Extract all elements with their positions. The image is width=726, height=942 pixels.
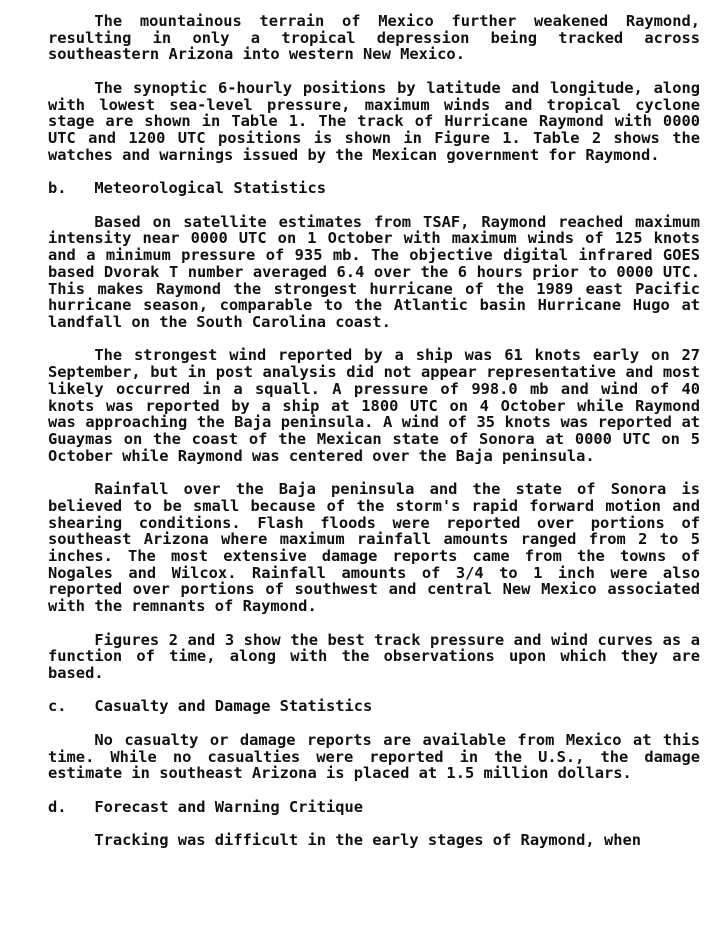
section-letter: c.	[48, 697, 67, 716]
paragraph-rainfall: Rainfall over the Baja peninsula and the state of Sonora is believed to be small because of the storm's rapid forward motion and shearing conditions. Flash floods were reported over portions of southeast Arizona where maximum rainfall amounts ranged from 2 to 5 inches. The most extensive damage reports came from the towns of Nogales and Wilcox. Rainfall amounts of 3/4 to 1 inch were also reported over portions of southwest and central New Mexico associated with the remnants of Raymond.	[48, 480, 700, 616]
document-page	[48, 13, 700, 849]
paragraph-synoptic-positions: The synoptic 6-hourly positions by latitude and longitude, along with lowest sea-level pressure, maximum winds and tropical cyclone stage are shown in Table 1. The track of Hurricane Raymond with 0000 UTC and 1200 UTC positions is shown in Figure 1. Table 2 shows the watches and warnings issued by the Mexican government for Raymond.	[48, 78, 700, 164]
section-title: Forecast and Warning Critique	[94, 797, 364, 816]
paragraph-figures-reference: Figures 2 and 3 show the best track pressure and wind curves as a function of time, along with the observations upon which they are based.	[48, 630, 700, 682]
paragraph-terrain: The mountainous terrain of Mexico further weakened Raymond, resulting in only a tropical depression being tracked across southeastern Arizona into western New Mexico.	[48, 12, 700, 64]
section-letter: d.	[48, 797, 67, 816]
section-letter: b.	[48, 179, 67, 198]
section-heading-forecast-critique	[48, 799, 700, 816]
section-heading-meteorological-statistics	[48, 180, 700, 197]
section-title: Meteorological Statistics	[94, 179, 326, 198]
paragraph-ship-reports: The strongest wind reported by a ship was 61 knots early on 27 September, but in post analysis did not appear representative and most likely occurred in a squall. A pressure of 998.0 mb and wind of 40 knots was reported by a ship at 1800 UTC on 4 October while Raymond was approaching the Baja peninsula. A wind of 35 knots was reported at Guaymas on the coast of the Mexican state of Sonora at 0000 UTC on 5 October while Raymond was centered over the Baja peninsula.	[48, 346, 700, 465]
section-heading-casualty-damage	[48, 698, 700, 715]
paragraph-tracking: Tracking was difficult in the early stages of Raymond, when	[94, 831, 642, 850]
paragraph-maximum-intensity: Based on satellite estimates from TSAF, Raymond reached maximum intensity near 0000 UTC on 1 October with maximum winds of 125 knots and a minimum pressure of 935 mb. The objective digital infrared GOES based Dvorak T number averaged 6.4 over the 6 hours prior to 0000 UTC. This makes Raymond the strongest hurricane of the 1989 east Pacific hurricane season, comparable to the Atlantic basin Hurricane Hugo at landfall on the South Carolina coast.	[48, 212, 700, 331]
section-title: Casualty and Damage Statistics	[94, 697, 373, 716]
paragraph-casualty-reports: No casualty or damage reports are available from Mexico at this time. While no casualties were reported in the U.S., the damage estimate in southeast Arizona is placed at 1.5 million dollars.	[48, 730, 700, 783]
